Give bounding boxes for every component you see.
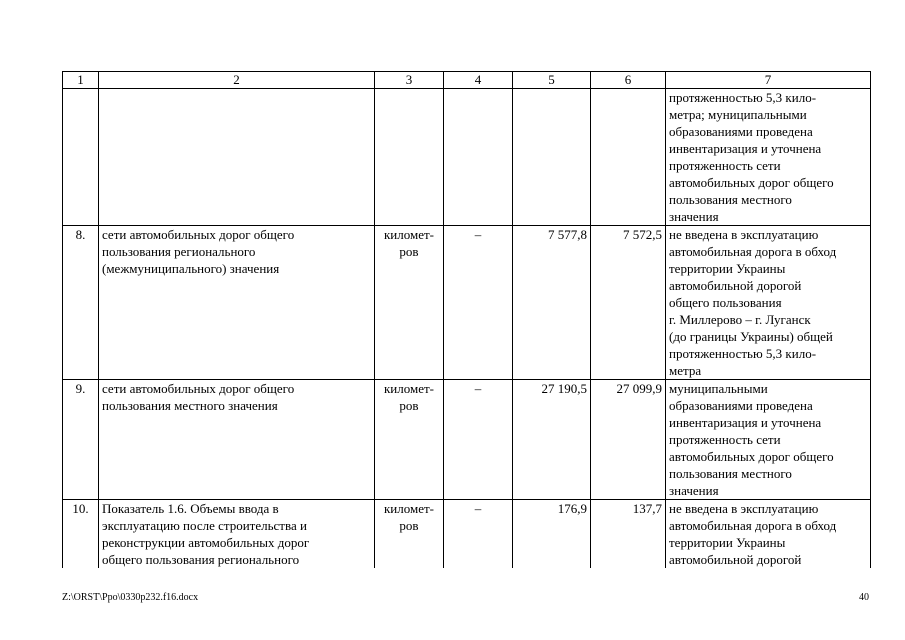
note-cell: [666, 500, 871, 569]
planned-value: 176,9: [513, 500, 591, 569]
header-row: [63, 72, 871, 89]
indicator-name: [99, 380, 375, 500]
col4-cell: –: [444, 380, 513, 500]
col4-cell: –: [444, 226, 513, 380]
row-number: [63, 89, 99, 226]
actual-value: 7 572,5: [591, 226, 666, 380]
col-header-4: 4: [444, 72, 513, 89]
indicator-name-line: сети автомобильных дорог общего: [102, 227, 295, 242]
note-cell-line: автомобильная дорога в обход: [669, 518, 837, 533]
indicator-name-line: эксплуатацию после строительства и: [102, 518, 307, 533]
unit-cell-line: ров: [399, 518, 419, 533]
unit-cell: [375, 380, 444, 500]
note-cell-line: территории Украины: [669, 535, 786, 550]
note-cell-line: протяженность сети: [669, 432, 781, 447]
actual-value: 137,7: [591, 500, 666, 569]
col-header-3: 3: [375, 72, 444, 89]
table-row: [63, 89, 871, 226]
note-cell-line: не введена в эксплуатацию: [669, 227, 819, 242]
indicator-name-line: пользования местного значения: [102, 398, 278, 413]
unit-cell: [375, 500, 444, 569]
unit-cell-line: километ-: [383, 501, 435, 516]
row-number: 10.: [63, 500, 99, 569]
note-cell-line: значения: [669, 483, 719, 498]
indicator-name-line: сети автомобильных дорог общего: [102, 381, 295, 396]
note-cell: [666, 380, 871, 500]
table-row: [63, 500, 871, 569]
indicator-name-line: (межмуниципального) значения: [102, 261, 280, 276]
col4-cell: [444, 89, 513, 226]
col-header-1: 1: [63, 72, 99, 89]
note-cell-line: протяженность сети: [669, 158, 781, 173]
note-cell-line: автомобильная дорога в обход: [669, 244, 837, 259]
unit-cell: [375, 226, 444, 380]
note-cell-line: метра: [669, 363, 702, 378]
note-cell-line: автомобильной дорогой: [669, 552, 802, 567]
planned-value: [513, 89, 591, 226]
note-cell-line: территории Украины: [669, 261, 786, 276]
planned-value: 27 190,5: [513, 380, 591, 500]
note-cell-line: протяженностью 5,3 кило-: [669, 346, 817, 361]
col4-cell: –: [444, 500, 513, 569]
table-body: [63, 89, 871, 569]
col-header-5: 5: [513, 72, 591, 89]
unit-cell-line: ров: [399, 398, 419, 413]
planned-value: 7 577,8: [513, 226, 591, 380]
note-cell-line: инвентаризация и уточнена: [669, 415, 822, 430]
actual-value: 27 099,9: [591, 380, 666, 500]
col-header-7: 7: [666, 72, 871, 89]
table-row: [63, 380, 871, 500]
unit-cell-line: ров: [399, 244, 419, 259]
note-cell-line: не введена в эксплуатацию: [669, 501, 819, 516]
unit-cell-line: километ-: [383, 227, 435, 242]
actual-value: [591, 89, 666, 226]
footer-page-number: 40: [859, 592, 869, 603]
note-cell-line: образованиями проведена: [669, 124, 813, 139]
indicator-name: [99, 226, 375, 380]
col-header-6: 6: [591, 72, 666, 89]
indicator-name-line: Показатель 1.6. Объемы ввода в: [102, 501, 279, 516]
note-cell-line: автомобильной дорогой: [669, 278, 802, 293]
note-cell-line: пользования местного: [669, 192, 792, 207]
indicator-name-line: реконструкции автомобильных дорог: [102, 535, 310, 550]
note-cell-line: автомобильных дорог общего: [669, 449, 834, 464]
row-number: 9.: [63, 380, 99, 500]
unit-cell-line: километ-: [383, 381, 435, 396]
table-row: [63, 226, 871, 380]
row-number: 8.: [63, 226, 99, 380]
note-cell-line: г. Миллерово – г. Луганск: [669, 312, 811, 327]
note-cell-line: образованиями проведена: [669, 398, 813, 413]
col-header-2: 2: [99, 72, 375, 89]
note-cell-line: протяженностью 5,3 кило-: [669, 90, 817, 105]
note-cell-line: метра; муниципальными: [669, 107, 807, 122]
indicator-name: [99, 89, 375, 226]
footer-file-path: Z:\ORST\Ppo\0330p232.f16.docx: [62, 592, 199, 603]
note-cell-line: муниципальными: [669, 381, 768, 396]
note-cell-line: (до границы Украины) общей: [669, 329, 833, 344]
note-cell-line: пользования местного: [669, 466, 792, 481]
note-cell-line: инвентаризация и уточнена: [669, 141, 822, 156]
indicator-name-line: пользования регионального: [102, 244, 256, 259]
note-cell: [666, 226, 871, 380]
unit-cell: [375, 89, 444, 226]
document-table: [62, 71, 871, 568]
note-cell-line: общего пользования: [669, 295, 782, 310]
indicator-name: [99, 500, 375, 569]
note-cell: [666, 89, 871, 226]
note-cell-line: автомобильных дорог общего: [669, 175, 834, 190]
note-cell-line: значения: [669, 209, 719, 224]
indicator-name-line: общего пользования регионального: [102, 552, 300, 567]
